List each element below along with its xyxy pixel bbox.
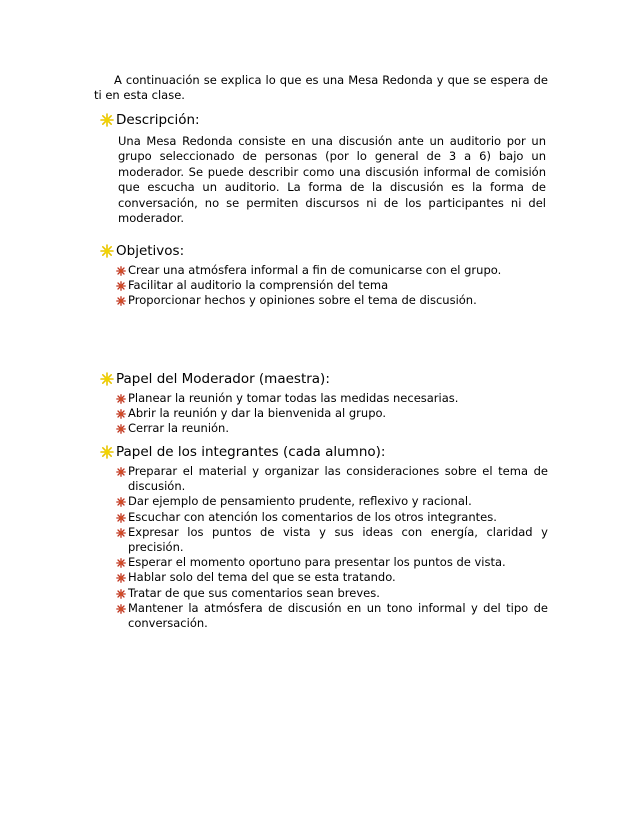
list-item-text: Crear una atmósfera informal a fin de comunicarse con el grupo. — [128, 263, 502, 277]
moderador-list — [116, 391, 548, 437]
list-item — [116, 555, 548, 570]
sun-bullet-icon — [100, 113, 114, 127]
list-item — [116, 510, 548, 525]
sun-bullet-icon — [100, 445, 114, 459]
star-bullet-icon — [116, 394, 126, 404]
list-item — [116, 406, 548, 421]
list-item-text: Abrir la reunión y dar la bienvenida al grupo. — [128, 406, 386, 421]
list-item — [116, 464, 548, 494]
section-descripcion — [104, 112, 554, 226]
section-moderador — [104, 371, 554, 437]
heading-descripcion: Descripción: — [116, 112, 200, 128]
star-bullet-icon — [116, 497, 126, 507]
list-item-text: Cerrar la reunión. — [128, 421, 229, 436]
list-item — [116, 570, 548, 585]
list-item-text: Dar ejemplo de pensamiento prudente, reflexivo y racional. — [128, 494, 472, 509]
star-bullet-icon — [116, 424, 126, 434]
list-item-text: Esperar el momento oportuno para presentar los puntos de vista. — [128, 555, 506, 570]
star-bullet-icon — [116, 528, 126, 538]
star-bullet-icon — [116, 513, 126, 523]
intro-paragraph: A continuación se explica lo que es una Mesa Redonda y que se espera de ti en esta clase. — [94, 73, 548, 102]
list-item — [116, 278, 548, 293]
list-item — [116, 293, 548, 308]
star-bullet-icon — [116, 558, 126, 568]
integrantes-list — [116, 464, 548, 631]
sun-bullet-icon — [100, 372, 114, 386]
star-bullet-icon — [116, 281, 126, 291]
list-item-text: Facilitar al auditorio la comprensión del tema — [128, 278, 389, 293]
list-item — [116, 586, 548, 601]
list-item-text: Mantener la atmósfera de discusión en un tono informal y del tipo de conversación. — [128, 600, 548, 631]
list-item-text: Preparar el material y organizar las consideraciones sobre el tema de discusión. — [128, 464, 548, 494]
sun-bullet-icon — [100, 244, 114, 258]
star-bullet-icon — [116, 467, 126, 477]
star-bullet-icon — [116, 589, 126, 599]
objetivos-list — [116, 263, 548, 309]
descripcion-text: Una Mesa Redonda consiste en una discusión ante un auditorio por un grupo seleccionado de personas (por lo general de 3 a 6) bajo un moderador. Se puede describir como una discusión informal de comisión que escucha un auditorio. La forma de la discusión es la forma de conversación, no se permiten discursos ni de los participantes ni del moderador. — [118, 134, 546, 226]
list-item — [116, 391, 548, 406]
star-bullet-icon — [116, 604, 126, 614]
heading-objetivos: Objetivos: — [116, 243, 185, 259]
list-item — [116, 421, 548, 436]
heading-moderador: Papel del Moderador (maestra): — [116, 371, 330, 387]
list-item — [116, 263, 548, 278]
section-integrantes — [104, 444, 554, 631]
list-item-text: Escuchar con atención los comentarios de los otros integrantes. — [128, 509, 497, 524]
star-bullet-icon — [116, 266, 126, 276]
list-item — [116, 494, 548, 509]
list-item-text: Proporcionar hechos y opiniones sobre el tema de discusión. — [128, 293, 477, 308]
star-bullet-icon — [116, 409, 126, 419]
list-item-text: Tratar de que sus comentarios sean breves. — [128, 585, 380, 600]
heading-integrantes: Papel de los integrantes (cada alumno): — [116, 444, 386, 460]
list-item-text: Planear la reunión y tomar todas las medidas necesarias. — [128, 391, 459, 405]
section-objetivos — [104, 243, 554, 309]
star-bullet-icon — [116, 296, 126, 306]
list-item-text: Hablar solo del tema del que se esta tratando. — [128, 570, 396, 585]
list-item — [116, 601, 548, 631]
list-item-text: Expresar los puntos de vista y sus ideas con energía, claridad y precisión. — [128, 524, 548, 555]
list-item — [116, 525, 548, 555]
star-bullet-icon — [116, 573, 126, 583]
